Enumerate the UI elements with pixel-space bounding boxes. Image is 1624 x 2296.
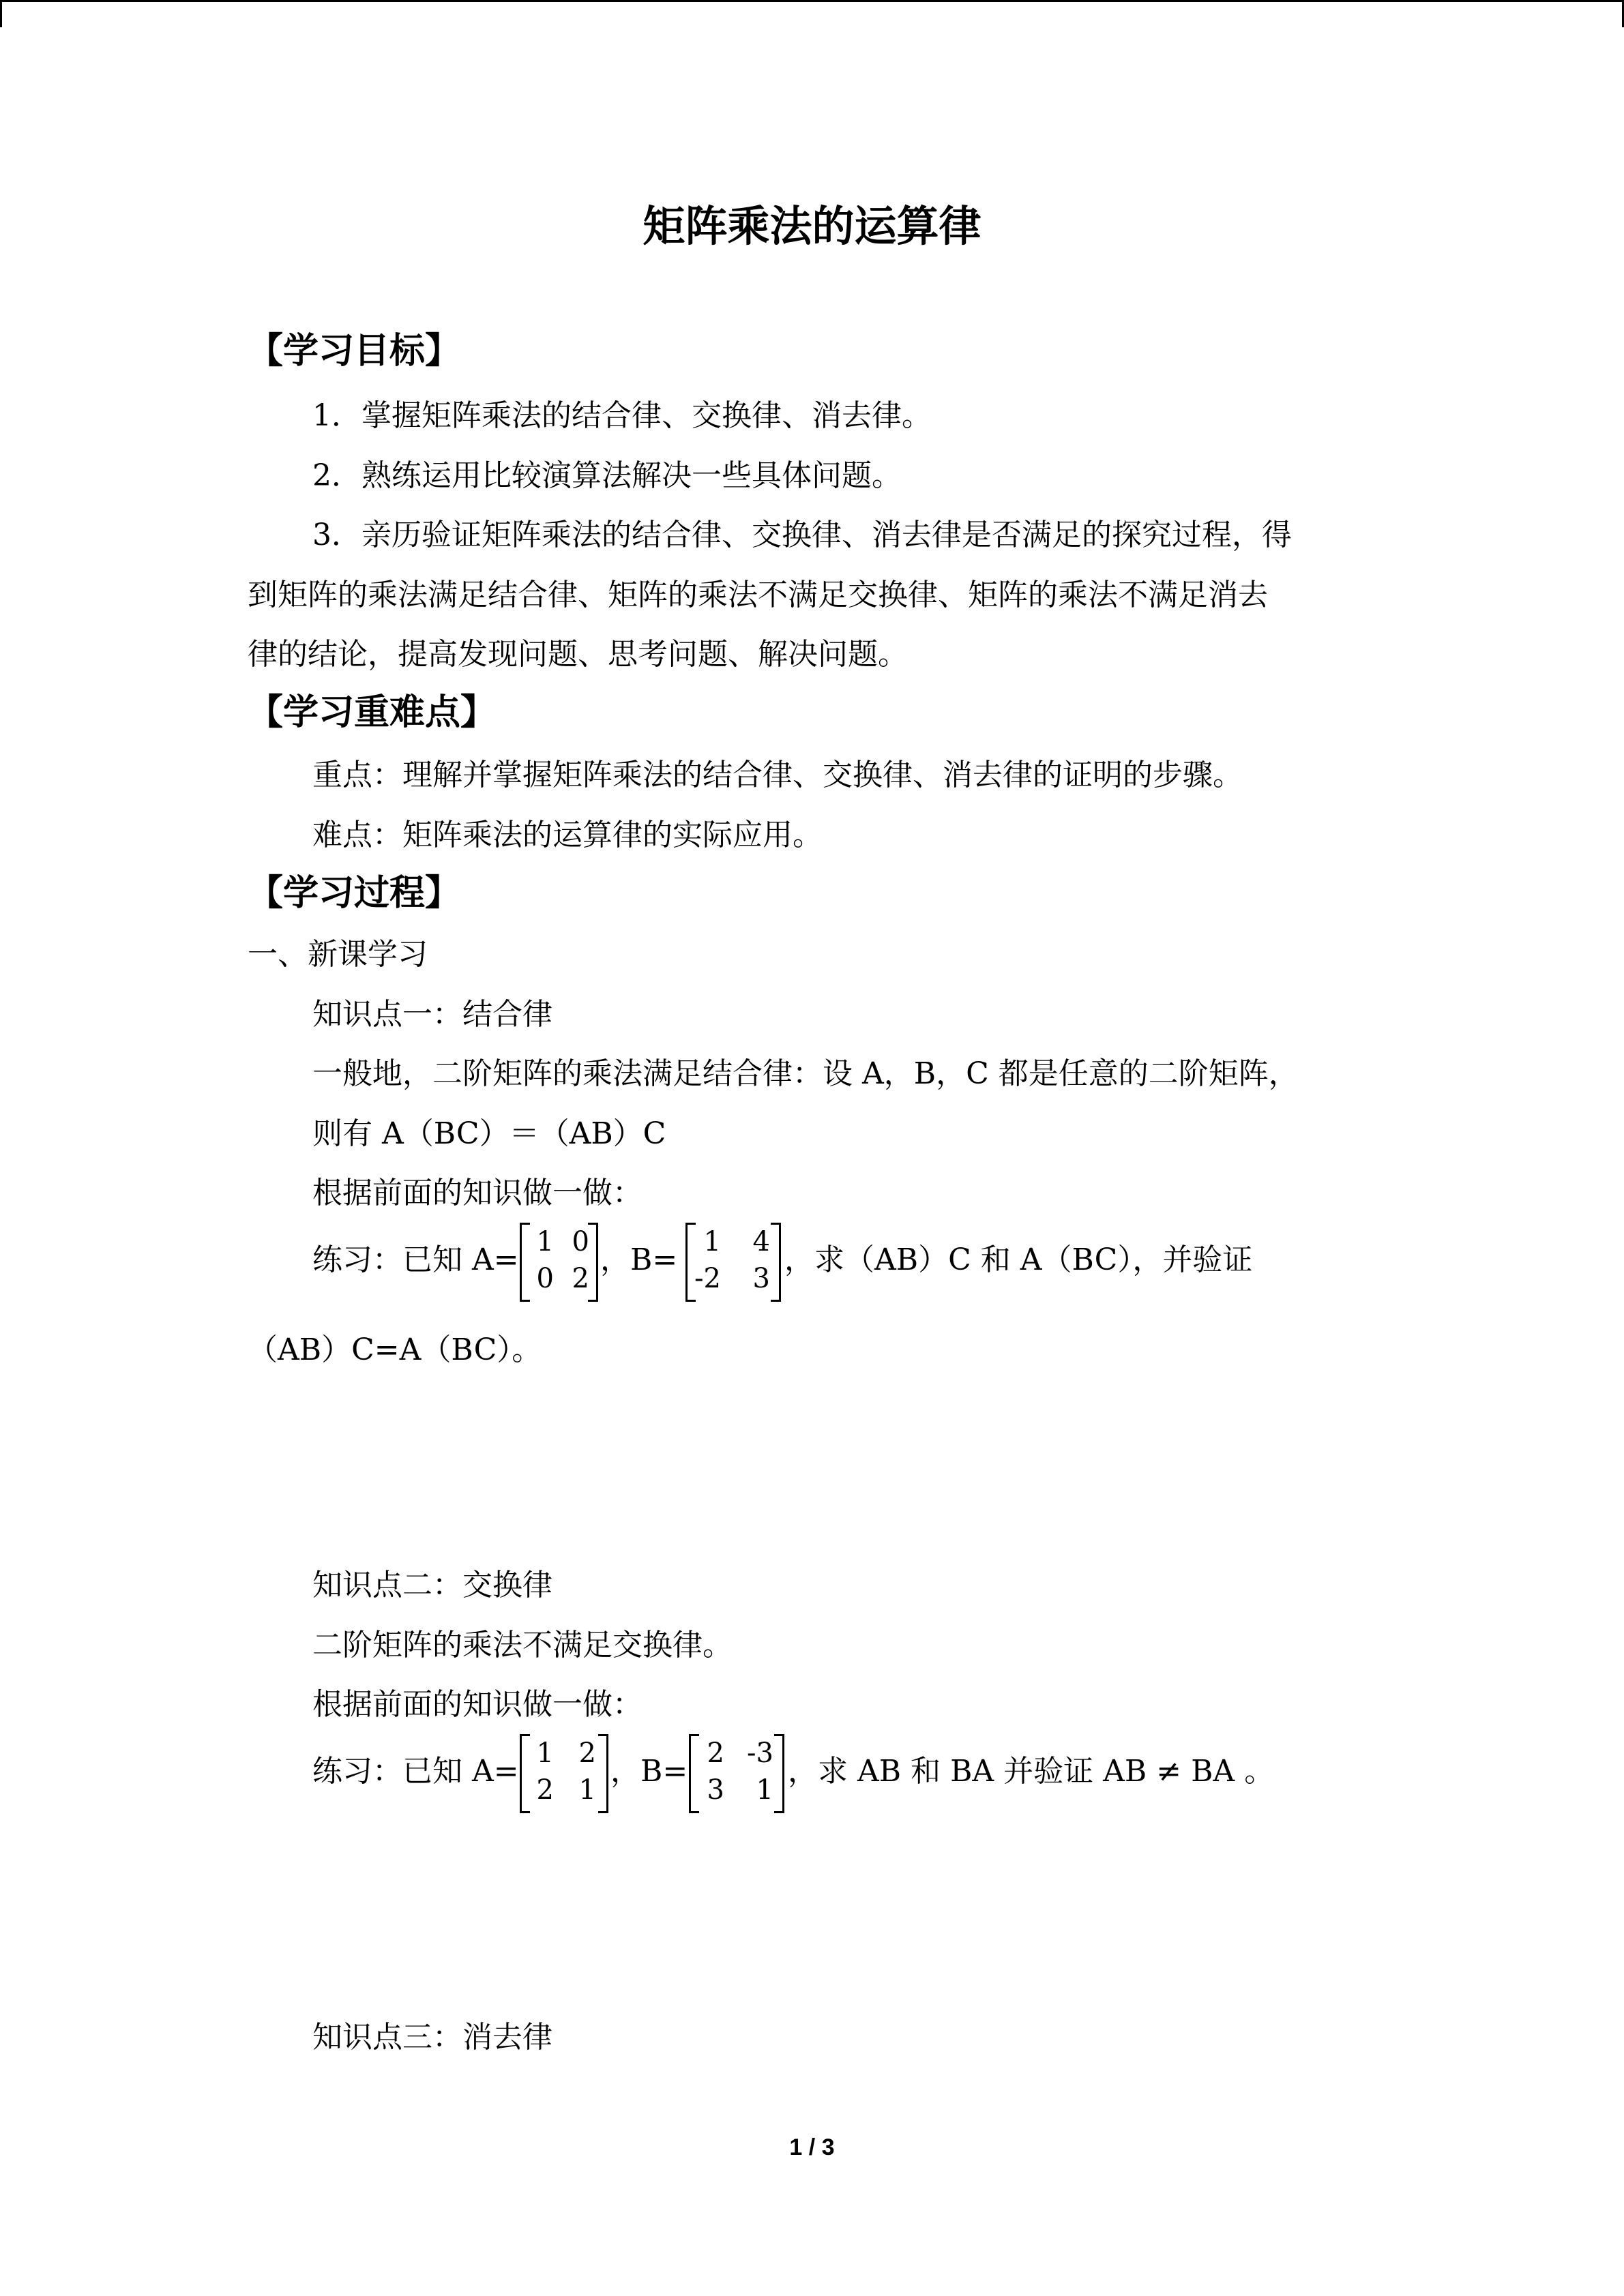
objective-1: 1．掌握矩阵乘法的结合律、交换律、消去律。 bbox=[312, 398, 932, 433]
kp1-title: 知识点一：结合律 bbox=[312, 997, 552, 1032]
matrix-cell: 2 bbox=[572, 1263, 589, 1294]
matrix-cell: 2 bbox=[536, 1774, 554, 1806]
page-left-border bbox=[0, 0, 2, 27]
kp1-exercise-comma: ，B= bbox=[600, 1242, 678, 1277]
objectives-heading: 【学习目标】 bbox=[248, 330, 461, 372]
matrix-cell: 3 bbox=[752, 1263, 770, 1294]
matrix-cell: 0 bbox=[572, 1226, 589, 1257]
page-top-border bbox=[0, 0, 1624, 2]
objective-3-cont-1: 到矩阵的乘法满足结合律、矩阵的乘法不满足交换律、矩阵的乘法不满足消去 bbox=[248, 578, 1268, 612]
kp1-matrix-a bbox=[520, 1223, 598, 1299]
kp1-exercise-prefix: 练习：已知 A= bbox=[312, 1242, 519, 1277]
kp2-exercise-comma: ，B= bbox=[610, 1754, 688, 1789]
kp1-matrix-b bbox=[685, 1223, 781, 1299]
matrix-cell: -2 bbox=[694, 1263, 721, 1294]
objective-2: 2．熟练运用比较演算法解决一些具体问题。 bbox=[312, 458, 902, 493]
page-title: 矩阵乘法的运算律 bbox=[643, 201, 981, 251]
kp3-title: 知识点三：消去律 bbox=[312, 2020, 552, 2055]
kp2-prompt: 根据前面的知识做一做： bbox=[312, 1687, 643, 1722]
kp2-matrix-b bbox=[689, 1734, 784, 1810]
kp1-exercise-cont: （AB）C=A（BC）。 bbox=[248, 1332, 542, 1367]
key-points-heading: 【学习重难点】 bbox=[248, 691, 497, 733]
matrix-cell: 3 bbox=[707, 1774, 724, 1806]
kp1-exercise-suffix: ，求（AB）C 和 A（BC），并验证 bbox=[784, 1242, 1253, 1277]
kp1-statement: 一般地，二阶矩阵的乘法满足结合律：设 A，B，C 都是任意的二阶矩阵， bbox=[312, 1056, 1299, 1091]
matrix-cell: 1 bbox=[536, 1738, 554, 1769]
page-number: 1 / 3 bbox=[789, 2134, 835, 2160]
matrix-cell: -3 bbox=[747, 1738, 773, 1769]
difficult-point: 难点：矩阵乘法的运算律的实际应用。 bbox=[312, 818, 823, 852]
matrix-cell: 2 bbox=[707, 1738, 724, 1769]
kp1-prompt: 根据前面的知识做一做： bbox=[312, 1176, 643, 1210]
process-heading: 【学习过程】 bbox=[248, 872, 461, 914]
matrix-cell: 1 bbox=[536, 1226, 554, 1257]
matrix-cell: 1 bbox=[578, 1774, 596, 1806]
matrix-cell: 1 bbox=[756, 1774, 773, 1806]
objective-3-cont-2: 律的结论，提高发现问题、思考问题、解决问题。 bbox=[248, 637, 908, 672]
kp2-exercise-prefix: 练习：已知 A= bbox=[312, 1754, 519, 1789]
part-1-label: 一、新课学习 bbox=[248, 937, 428, 972]
kp2-statement: 二阶矩阵的乘法不满足交换律。 bbox=[312, 1628, 733, 1663]
kp2-exercise-suffix: ，求 AB 和 BA 并验证 AB ≠ BA 。 bbox=[788, 1754, 1275, 1789]
matrix-cell: 4 bbox=[752, 1226, 770, 1257]
kp2-matrix-a bbox=[520, 1734, 608, 1810]
matrix-cell: 2 bbox=[578, 1738, 596, 1769]
kp1-formula: 则有 A（BC）＝（AB）C bbox=[312, 1116, 666, 1151]
objective-3: 3．亲历验证矩阵乘法的结合律、交换律、消去律是否满足的探究过程，得 bbox=[312, 518, 1292, 552]
key-point: 重点：理解并掌握矩阵乘法的结合律、交换律、消去律的证明的步骤。 bbox=[312, 758, 1243, 792]
kp2-title: 知识点二：交换律 bbox=[312, 1568, 552, 1602]
matrix-cell: 1 bbox=[703, 1226, 721, 1257]
matrix-cell: 0 bbox=[536, 1263, 554, 1294]
